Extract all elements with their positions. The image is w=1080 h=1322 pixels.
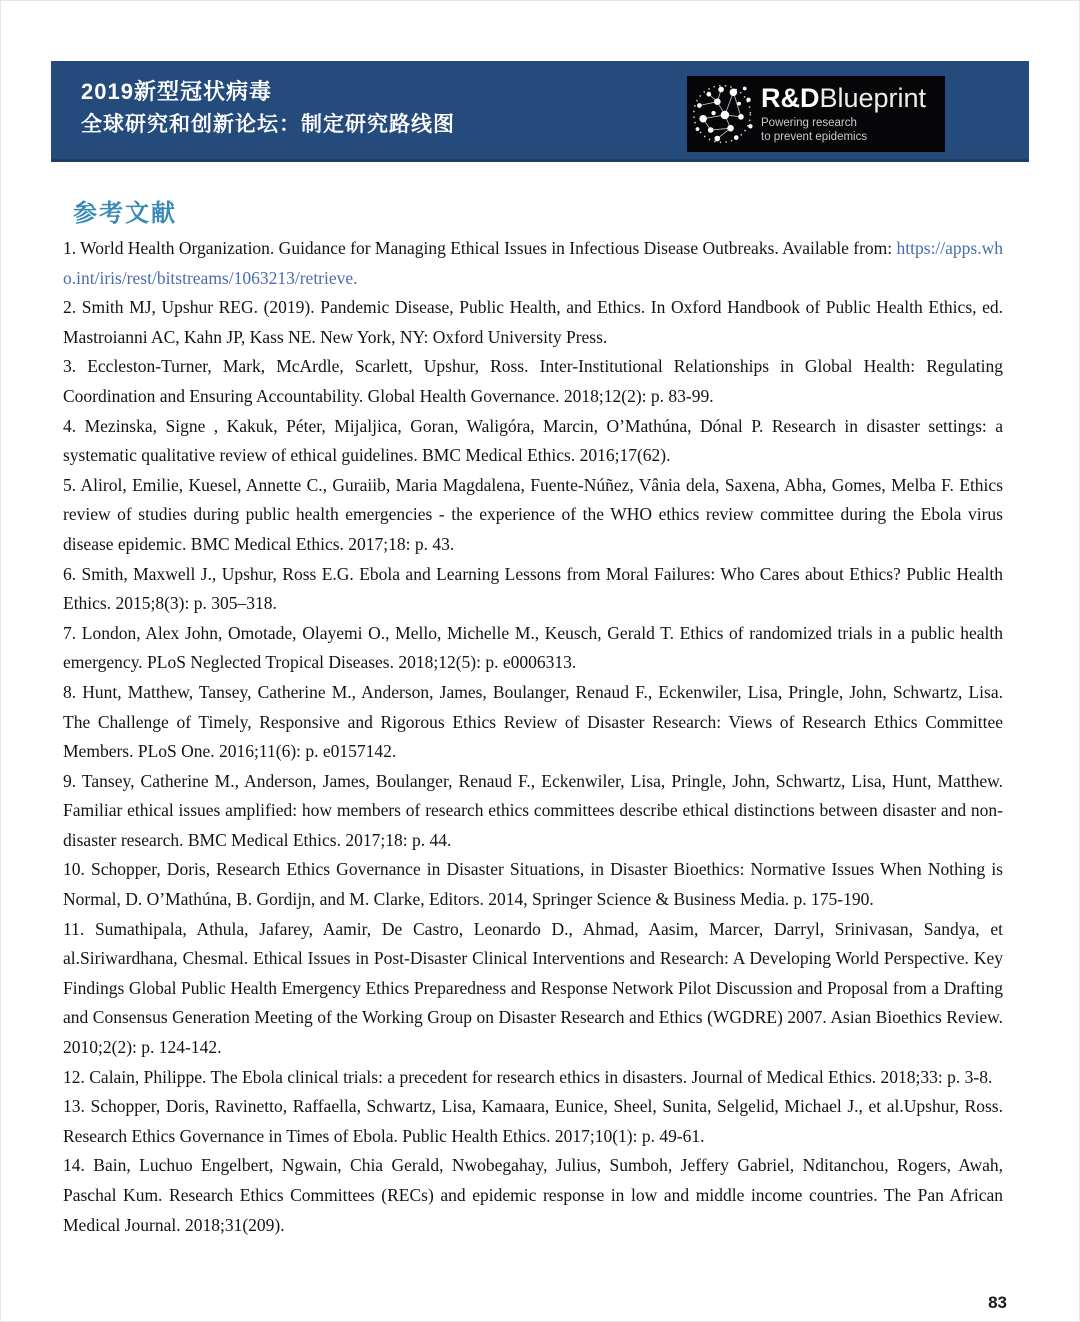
header-titles: [81, 77, 455, 140]
reference-list: [63, 234, 1003, 1240]
rd-blueprint-logo: [687, 76, 945, 152]
reference-item-13: [63, 1092, 1003, 1151]
reference-item-7: [63, 619, 1003, 678]
reference-item-6: [63, 560, 1003, 619]
header-banner: [51, 61, 1029, 162]
logo-tagline-line2: to prevent epidemics: [761, 131, 868, 143]
references-section: [63, 193, 1003, 1240]
header-subtitle-cn: 全球研究和创新论坛：制定研究路线图: [81, 113, 455, 136]
reference-item-3: [63, 352, 1003, 411]
reference-text: 7. London, Alex John, Omotade, Olayemi O., Mello, Michelle M., Keusch, Gerald T. Ethics of randomized trials in a public health emergency. PLoS Neglected Tropical Diseases. 2018;12(5): p. e0006313.: [63, 622, 1003, 673]
logo-tagline-line1: Powering research: [761, 117, 857, 129]
reference-text: 14. Bain, Luchuo Engelbert, Ngwain, Chia Gerald, Nwobegahay, Julius, Sumboh, Jeffery Gabriel, Nditanchou, Rogers, Awah, Paschal Kum. Research Ethics Committees (RECs) and epidemic response in low and middle income countries. The Pan African Medical Journal. 2018;31(209).: [63, 1155, 1003, 1235]
logo-brand-rd: R&D: [761, 83, 820, 113]
reference-item-8: [63, 678, 1003, 767]
reference-text: 8. Hunt, Matthew, Tansey, Catherine M., Anderson, James, Boulanger, Renaud F., Eckenwiler, Lisa, Pringle, John, Schwartz, Lisa. The Challenge of Timely, Responsive and Rigorous Ethics Review of Disaster Research: Views of Research Ethics Committee Members. PLoS One. 2016;11(6): p. e0157142.: [63, 681, 1003, 762]
reference-item-9: [63, 767, 1003, 856]
reference-item-11: [63, 915, 1003, 1063]
reference-text: 12. Calain, Philippe. The Ebola clinical trials: a precedent for research ethics in disasters. Journal of Medical Ethics. 2018;33: p. 3-8.: [63, 1066, 993, 1087]
reference-text: 9. Tansey, Catherine M., Anderson, James, Boulanger, Renaud F., Eckenwiler, Lisa, Pringle, John, Schwartz, Lisa, Hunt, Matthew. Familiar ethical issues amplified: how members of research ethics committees describe ethical distinctions between disaster and non-disaster research. BMC Medical Ethics. 2017;18: p. 44.: [63, 770, 1003, 850]
reference-text: 10. Schopper, Doris, Research Ethics Governance in Disaster Situations, in Disaster Bioethics: Normative Issues When Nothing is Normal, D. O’Mathúna, B. Gordijn, and M. Clarke, Editors. 2014, Springer Science & Business Media. p. 175-190.: [63, 859, 1003, 910]
reference-text: 13. Schopper, Doris, Ravinetto, Raffaella, Schwartz, Lisa, Kamaara, Eunice, Sheel, Sunita, Selgelid, Michael J., et al.Upshur, Ross. Research Ethics Governance in Times of Ebola. Public Health Ethics. 2017;10(1): p. 49-61.: [63, 1096, 1003, 1146]
reference-item-12: [63, 1063, 1003, 1093]
reference-text: 11. Sumathipala, Athula, Jafarey, Aamir, De Castro, Leonardo D., Ahmad, Aasim, Marcer, Darryl, Srinivasan, Sandya, et al.Siriwardhana, Chesmal. Ethical Issues in Post-Disaster Clinical Interventions and Research: A Developing World Perspective. Key Findings Global Public Health Emergency Ethics Preparedness and Response Network Pilot Discussion and Proposal from a Drafting and Consensus Generation Meeting of the Working Group on Disaster Research and Ethics (WGDRE) 2007. Asian Bioethics Review. 2010;2(2): p. 124-142.: [63, 918, 1003, 1058]
reference-text: 3. Eccleston-Turner, Mark, McArdle, Scarlett, Upshur, Ross. Inter-Institutional Relationships in Global Health: Regulating Coordination and Ensuring Accountability. Global Health Governance. 2018;12(2): p. 83-99.: [63, 356, 1003, 406]
reference-text: 2. Smith MJ, Upshur REG. (2019). Pandemic Disease, Public Health, and Ethics. In Oxford Handbook of Public Health Ethics, ed. Mastroianni AC, Kahn JP, Kass NE. New York, NY: Oxford University Press.: [63, 297, 1003, 347]
network-globe-icon: [689, 80, 757, 148]
reference-text: 6. Smith, Maxwell J., Upshur, Ross E.G. Ebola and Learning Lessons from Moral Failures: Who Cares about Ethics? Public Health Ethics. 2015;8(3): p. 305–318.: [63, 563, 1003, 614]
logo-text: [761, 84, 926, 144]
header-title-cn: 2019新型冠状病毒: [81, 79, 272, 104]
section-title: 参考文献: [73, 200, 177, 227]
logo-brand: [761, 84, 926, 112]
reference-text: 5. Alirol, Emilie, Kuesel, Annette C., Guraiib, Maria Magdalena, Fuente-Núñez, Vânia dela, Saxena, Abha, Gomes, Melba F. Ethics review of studies during public health emergencies - the experience of the WHO ethics review committee during the Ebola virus disease epidemic. BMC Medical Ethics. 2017;18: p. 43.: [63, 474, 1003, 554]
reference-item-2: [63, 293, 1003, 352]
reference-item-4: [63, 412, 1003, 471]
logo-tagline: [761, 116, 926, 144]
reference-text: 1. World Health Organization. Guidance for Managing Ethical Issues in Infectious Disease Outbreaks. Available from:: [63, 238, 897, 258]
reference-item-1: [63, 234, 1003, 293]
reference-text: 4. Mezinska, Signe , Kakuk, Péter, Mijaljica, Goran, Waligóra, Marcin, O’Mathúna, Dónal P. Research in disaster settings: a systematic qualitative review of ethical guidelines. BMC Medical Ethics. 2016;17(62).: [63, 415, 1003, 466]
reference-item-10: [63, 855, 1003, 914]
logo-brand-blueprint: Blueprint: [819, 83, 927, 113]
reference-item-5: [63, 471, 1003, 560]
reference-item-14: [63, 1151, 1003, 1240]
reference-link[interactable]: https://apps.who.int/iris/rest/bitstreams/1063213/retrieve.: [63, 238, 1003, 288]
page-number: 83: [988, 1293, 1007, 1312]
